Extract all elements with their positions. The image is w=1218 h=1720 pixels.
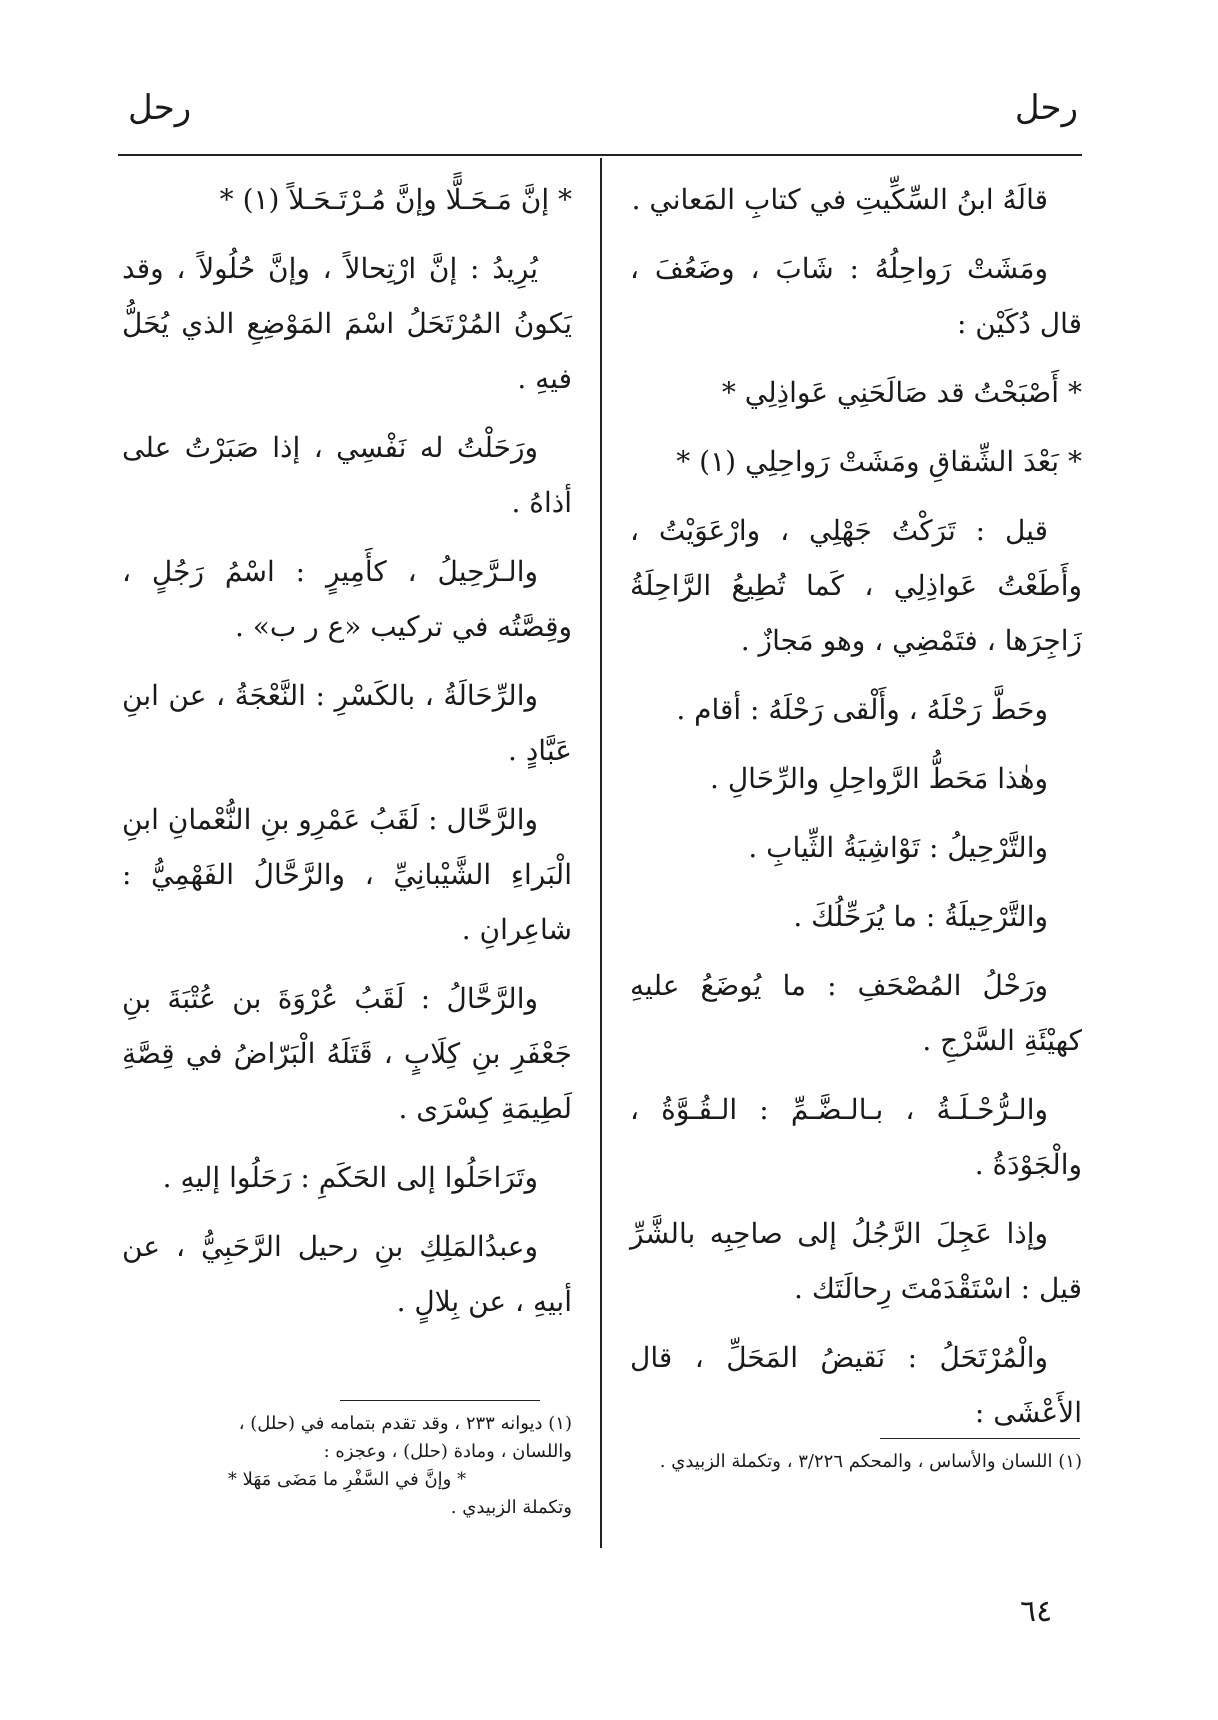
entry-paragraph: ومَشَتْ رَواحِلُهُ : شَابَ ، وضَعُفَ ، قال دُكَيْن : bbox=[630, 252, 1082, 340]
footnote-line: * وإنَّ في السَّفْرِ ما مَضَى مَهَلا * bbox=[227, 1469, 467, 1490]
verse-line: * أَصْبَحْتُ قد صَالَحَنِي عَواذِلِي * bbox=[721, 376, 1082, 409]
entry-paragraph: ورَحْلُ المُصْحَفِ : ما يُوضَعُ عليهِ كهيْئَةِ السَّرْجِ . bbox=[630, 969, 1082, 1057]
entry-paragraph: والرِّحَالَةُ ، بالكَسْرِ : النَّعْجَةُ ، عن ابنِ عَبَّادٍ . bbox=[122, 679, 572, 767]
footnote-line: (١) ديوانه ٢٣٣ ، وقد تقدم بتمامه في (حلل) ، bbox=[238, 1413, 572, 1434]
entry-paragraph: والـرُّحْـلَـةُ ، بـالـضَّـمِّ : الـقُـوَّةُ ، والْجَوْدَةُ . bbox=[630, 1093, 1082, 1181]
verse-line: * إنَّ مَـحَـلًّا وإنَّ مُـرْتَـحَـلاً (١) * bbox=[219, 183, 572, 216]
entry-paragraph: وإذا عَجِلَ الرَّجُلُ إلى صاحِبِه بالشَّرِّ قيل : اسْتَقْدَمْتَ رِحالَتَك . bbox=[630, 1217, 1082, 1305]
entry-paragraph: والرَّحَّال : لَقَبُ عَمْرِو بنِ النُّعْمانِ ابنِ الْبَراءِ الشَّيْبانِيِّ ، والرَّحَّالُ الفَهْمِيُّ : شاعِرانِ . bbox=[122, 803, 572, 946]
entry-paragraph: قيل : تَرَكْتُ جَهْلِي ، وارْعَوَيْتُ ، وأَطَعْتُ عَواذِلِي ، كَما تُطِيعُ الرَّاحِلَةُ زَاجِرَها ، فتَمْضِي ، وهو مَجازٌ . bbox=[630, 514, 1082, 657]
entry-paragraph: ورَحَلْتُ له نَفْسِي ، إذا صَبَرْتُ على أذاهُ . bbox=[122, 431, 572, 519]
footnote-rule-right bbox=[880, 1438, 1080, 1439]
footnote-rule-left bbox=[340, 1400, 540, 1401]
page-number: ٦٤ bbox=[1020, 1594, 1053, 1629]
right-column bbox=[630, 172, 1082, 1454]
footnote-left bbox=[122, 1410, 572, 1522]
entry-paragraph: وحَطَّ رَحْلَهُ ، وأَلْقى رَحْلَهُ : أقام . bbox=[676, 693, 1048, 726]
footnote-line: وتكملة الزبيدي . bbox=[450, 1497, 572, 1518]
left-column bbox=[122, 172, 572, 1343]
entry-paragraph: يُرِيدُ : إنَّ ارْتِحالاً ، وإنَّ حُلُولاً ، وقد يَكونُ المُرْتَحَلُ اسْمَ المَوْضِعِ الذي يُحَلُّ فيهِ . bbox=[122, 252, 572, 395]
running-header-left: رحل bbox=[128, 88, 192, 128]
column-divider bbox=[600, 158, 602, 1548]
entry-paragraph: وهٰذا مَحَطُّ الرَّواحِلِ والرِّحَالِ . bbox=[710, 762, 1048, 795]
footnote-line: (١) اللسان والأساس ، والمحكم ٣/٢٢٦ ، وتكملة الزبيدي . bbox=[659, 1451, 1082, 1472]
header-rule bbox=[118, 154, 1082, 156]
entry-paragraph: والتَّرْحِيلُ : تَوْاشِيَةُ الثِّيابِ . bbox=[748, 831, 1048, 864]
entry-paragraph: والرَّحَّالُ : لَقَبُ عُرْوَةَ بن عُتْبَةَ بنِ جَعْفَرِ بنِ كِلَابٍ ، قَتَلَهُ الْبَرّاضُ في قِصَّةِ لَطِيمَةِ كِسْرَى . bbox=[122, 982, 572, 1125]
running-header-right: رحل bbox=[1014, 88, 1078, 128]
entry-paragraph: وتَرَاحَلُوا إلى الحَكَمِ : رَحَلُوا إليهِ . bbox=[162, 1161, 538, 1194]
entry-paragraph: والـرَّحِيلُ ، كأَمِيرٍ : اسْمُ رَجُلٍ ، وقِصَّتُه في تركيب «ع ر ب» . bbox=[122, 555, 572, 643]
entry-paragraph: والتَّرْحِيلَةُ : ما يُرَحِّلُكَ . bbox=[793, 900, 1048, 933]
entry-paragraph: قالَهُ ابنُ السِّكِّيتِ في كتابِ المَعاني . bbox=[631, 183, 1048, 216]
footnote-right bbox=[630, 1448, 1082, 1476]
entry-paragraph: والْمُرْتَحَلُ : نَقيضُ المَحَلِّ ، قال الأَعْشَى : bbox=[630, 1341, 1082, 1429]
verse-line: * بَعْدَ الشِّقاقِ ومَشَتْ رَواحِلِي (١) * bbox=[676, 445, 1082, 478]
footnote-line: واللسان ، ومادة (حلل) ، وعجزه : bbox=[323, 1441, 572, 1462]
entry-paragraph: وعبدُالمَلِكِ بنِ رحيل الرَّحَبِيُّ ، عن أبيهِ ، عن بِلالٍ . bbox=[122, 1230, 572, 1318]
